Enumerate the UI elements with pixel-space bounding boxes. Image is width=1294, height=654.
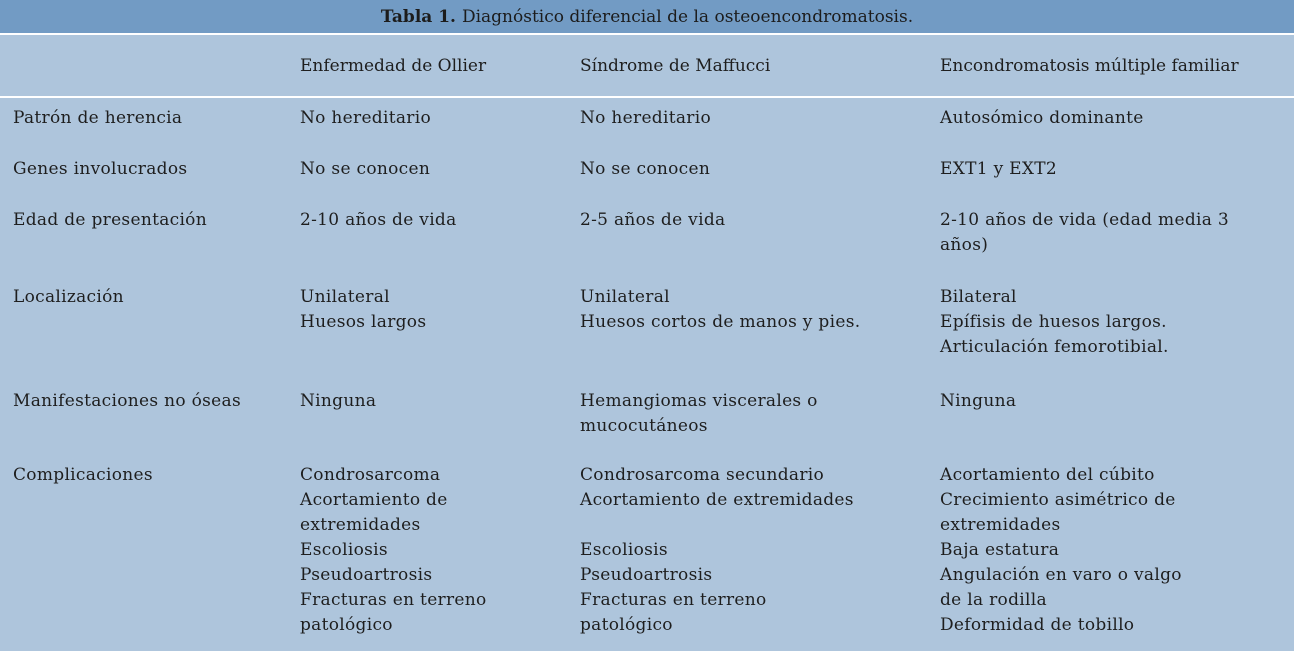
column-header-familiar: Encondromatosis múltiple familiar [940,56,1239,76]
row-label-text: Patrón de herencia [13,108,183,128]
cell-line: Bilateral [940,287,1017,307]
cell-line: extremidades [300,515,421,535]
cell-line: extremidades [940,515,1061,535]
cell-line: Acortamiento del cúbito [940,465,1155,485]
cell-line: No se conocen [580,159,711,179]
table-cell [940,389,1290,414]
cell-line: mucocutáneos [580,416,708,436]
table-cell [580,285,930,335]
table-cell [300,463,570,638]
cell-line: 2-10 años de vida (edad media 3 [940,210,1230,230]
cell-line: Escoliosis [580,540,668,560]
caption-text: Diagnóstico diferencial de la osteoencondromatosis. [461,6,914,27]
cell-line: Fracturas en terreno [300,590,487,610]
row-label [13,463,283,488]
table-cell [300,157,570,182]
cell-line: Hemangiomas viscerales o [580,391,818,411]
cell-line: Escoliosis [300,540,388,560]
row-label [13,389,283,414]
caption-label: Tabla 1. [380,6,456,27]
table-header-row [0,36,1294,98]
table-cell [940,157,1290,182]
table-cell [580,157,930,182]
cell-line: Acortamiento de [300,490,448,510]
cell-line: Huesos largos [300,312,427,332]
cell-line: Baja estatura [940,540,1060,560]
row-label-text: Manifestaciones no óseas [13,391,241,411]
table-cell [940,106,1290,131]
cell-line: Ninguna [300,391,377,411]
table-cell [580,106,930,131]
table-cell [940,285,1290,360]
row-label [13,106,283,131]
cell-line: Deformidad de tobillo [940,615,1135,635]
row-label-text: Localización [13,287,124,307]
cell-line: 2-5 años de vida [580,210,726,230]
cell-line: No hereditario [300,108,431,128]
table-cell [300,285,570,335]
table-cell [940,208,1290,258]
table-cell [940,463,1290,638]
cell-line: Ninguna [940,391,1017,411]
cell-line: Acortamiento de extremidades [580,490,854,510]
cell-line: Angulación en varo o valgo [940,565,1182,585]
row-label-text: Complicaciones [13,465,153,485]
row-label-text: Genes involucrados [13,159,188,179]
cell-line: Huesos cortos de manos y pies. [580,312,861,332]
cell-line: Unilateral [300,287,390,307]
table-cell [300,208,570,233]
cell-line: años) [940,235,989,255]
cell-line: Epífisis de huesos largos. [940,312,1167,332]
table-cell [300,389,570,414]
row-label [13,157,283,182]
cell-line: patológico [300,615,393,635]
cell-line: patológico [580,615,673,635]
cell-line: 2-10 años de vida [300,210,457,230]
table-cell [580,463,930,638]
table-caption [0,0,1294,35]
cell-spacer [580,513,930,538]
cell-line: No hereditario [580,108,711,128]
row-label [13,208,283,233]
column-header-ollier: Enfermedad de Ollier [300,56,487,76]
cell-line: Pseudoartrosis [300,565,433,585]
column-header-maffucci: Síndrome de Maffucci [580,56,771,76]
cell-line: EXT1 y EXT2 [940,159,1058,179]
cell-line: Crecimiento asimétrico de [940,490,1176,510]
cell-line: No se conocen [300,159,431,179]
row-label [13,285,283,310]
cell-line: de la rodilla [940,590,1047,610]
table-cell [580,389,930,439]
cell-line: Condrosarcoma secundario [580,465,825,485]
row-label-text: Edad de presentación [13,210,207,230]
cell-line: Unilateral [580,287,670,307]
cell-line: Autosómico dominante [940,108,1144,128]
cell-line: Fracturas en terreno [580,590,767,610]
cell-line: Condrosarcoma [300,465,441,485]
table-cell [580,208,930,233]
cell-line: Pseudoartrosis [580,565,713,585]
table-cell [300,106,570,131]
cell-line: Articulación femorotibial. [940,337,1169,357]
